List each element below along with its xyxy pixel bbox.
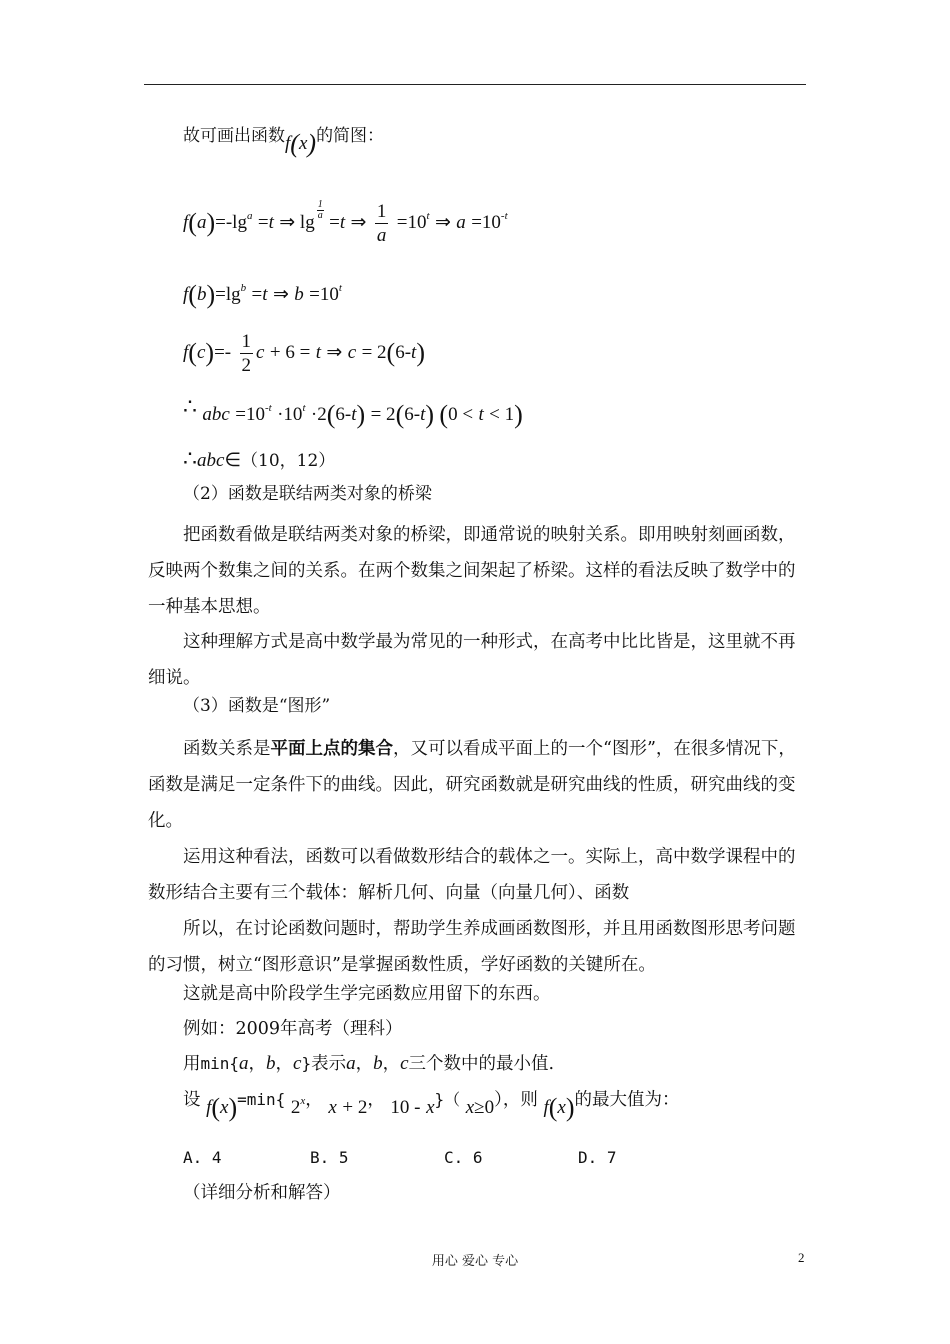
choice-d: D. 7 [578, 1148, 617, 1167]
var-t: t [351, 404, 357, 425]
exponent: -t [264, 402, 272, 414]
var-c: c [256, 342, 265, 363]
var-b: b [266, 1053, 276, 1074]
section-heading-3: （3）函数是“图形” [183, 696, 331, 716]
eq-part: ⇒ lg [279, 212, 315, 233]
f-symbol: f [183, 212, 189, 233]
eq-part: < 1 [489, 404, 515, 425]
var-a: a [346, 1053, 356, 1074]
text: 用 [183, 1054, 201, 1074]
paragraph-3 [148, 731, 808, 839]
section-heading-2: （2）函数是联结两类对象的桥梁 [183, 484, 432, 504]
f-symbol: f [543, 1097, 549, 1118]
var-abc: abc [202, 404, 230, 425]
eq-part: ⇒ [434, 212, 451, 233]
min-label: min{ [200, 1054, 240, 1073]
eq-part: ⇒ [272, 284, 289, 305]
exponent: t [302, 402, 306, 414]
var-t: t [411, 342, 417, 363]
var-c: c [293, 1053, 302, 1074]
problem-statement: 设 f(x)=min{ 2$^x$， x + 2， 10 - x}（ x≥0），则 f(x)的最大值为： [183, 1090, 680, 1122]
page-footer: 用心 爱心 专心 [431, 1254, 519, 1269]
para3-text: 函数关系是 [183, 739, 271, 759]
detail-note: （详细分析和解答） [183, 1183, 341, 1203]
eq-part: 10 - [390, 1097, 421, 1118]
var-a: a [196, 212, 207, 233]
denominator: a [317, 210, 323, 221]
var-t: t [339, 212, 346, 233]
equation-fa: $f(a)=-\lg^a =t$ ⇒ lg $\frac{1}{a} =t$ ⇒ $\frac{1}{a}$ $=10^t$ ⇒ $a =10^{-t}$ [183, 199, 508, 246]
exponent: t [338, 282, 342, 294]
eq-part: 6- [404, 404, 421, 425]
paragraph-2: 这种理解方式是高中数学最为常见的一种形式，在高考中比比皆是，这里就不再细说。 [148, 632, 796, 688]
choice-b: B. 5 [310, 1148, 349, 1167]
var-a: a [456, 212, 466, 233]
comma: ， [355, 1054, 374, 1074]
exponent-fraction [317, 200, 324, 221]
x-symbol: x [465, 1097, 475, 1118]
var-b: b [373, 1053, 383, 1074]
eq-part: ·2 [310, 404, 327, 425]
eq-part: ·10 [277, 404, 303, 425]
page-number: 2 [798, 1250, 805, 1265]
exponent: x [300, 1095, 306, 1107]
eq-part: 6- [335, 404, 352, 425]
x-symbol: x [557, 1097, 566, 1118]
numerator: 1 [241, 331, 252, 352]
comma: ， [275, 1054, 294, 1074]
eq-part: + 6 = [269, 342, 311, 363]
para3-bold: 平面上点的集合 [270, 739, 393, 759]
numerator: 1 [376, 201, 387, 222]
eq-part: ⇒ [326, 342, 343, 363]
element-of-symbol: ∈ [224, 450, 241, 471]
exponent: a [246, 210, 253, 222]
f-symbol: f [206, 1097, 212, 1118]
numerator: 1 [317, 199, 323, 210]
x-symbol: x [328, 1097, 337, 1118]
intro-line: 故可画出函数f(x)的简图： [183, 126, 385, 158]
eq-part: = [257, 212, 269, 233]
example-heading: 例如：2009年高考（理科） [183, 1019, 403, 1039]
text: 表示 [311, 1054, 347, 1074]
text: 三个数中的最小值. [408, 1054, 555, 1074]
eq-part: = 2 [361, 342, 387, 363]
x-symbol: x [298, 133, 308, 154]
choice-c: C. 6 [444, 1148, 483, 1167]
eq-part: =10 [396, 212, 427, 233]
var-t: t [268, 212, 274, 233]
intro-after: 的简图： [316, 126, 385, 146]
eq-part: =- [214, 342, 232, 363]
var-t: t [262, 284, 268, 305]
fraction [375, 202, 389, 245]
var-t: t [315, 342, 321, 363]
eq-part: 0 < [448, 404, 474, 425]
para3-text: ，又可以看成平面上的一个“图形”，在很多情况下，函数是满足一定条件下的曲线。因此，研究函数就是研究曲线的性质，研究曲线的变化。 [148, 739, 796, 831]
brace: } [301, 1054, 312, 1073]
f-symbol: f [183, 284, 189, 305]
f-symbol: f [285, 133, 291, 154]
var-b: b [294, 284, 304, 305]
min-definition [183, 1054, 554, 1074]
denominator: 2 [241, 355, 252, 376]
equation-abc-range [183, 448, 335, 470]
comma: ， [248, 1054, 267, 1074]
x-symbol: x [426, 1097, 435, 1118]
eq-part: = [329, 212, 340, 233]
eq-part: ⇒ [350, 212, 367, 233]
text: 的最大值为： [574, 1090, 680, 1110]
equation-fc: f(c)=- $\frac{1}{2}$ c + 6 = t ⇒ c = 2(6-t) [183, 331, 425, 376]
denominator: a [376, 225, 387, 246]
header-rule [144, 84, 806, 85]
f-symbol: f [183, 342, 189, 363]
var-c: c [400, 1053, 409, 1074]
comma: ， [305, 1090, 323, 1110]
var-t: t [478, 404, 484, 425]
min-label: =min{ [237, 1090, 286, 1109]
paragraph-5: 所以，在讨论函数问题时，帮助学生养成画函数图形，并且用函数图形思考问题的习惯，树立“图形意识”是掌握函数性质，学好函数的关键所在。 [148, 919, 796, 975]
equation-fb: $f(b)=\lg^b =t$ ⇒ $b =10^t$ [183, 280, 342, 309]
therefore-symbol: ∴ [183, 446, 197, 471]
eq-part: + 2 [342, 1097, 368, 1118]
eq-part: =lg [215, 284, 241, 305]
eq-part: 2 [290, 1097, 301, 1118]
var-c: c [347, 342, 357, 363]
choice-a: A. 4 [183, 1148, 222, 1167]
eq-part: =10 [471, 212, 501, 233]
range-text: （10，12） [241, 451, 336, 471]
exponent: t [426, 210, 430, 222]
eq-part: =10 [309, 284, 339, 305]
comma: ， [367, 1090, 385, 1110]
paragraph-6: 这就是高中阶段学生学完函数应用留下的东西。 [183, 984, 551, 1004]
text: 设 [183, 1090, 201, 1110]
eq-part: 6- [395, 342, 412, 363]
eq-part: =-lg [215, 212, 247, 233]
var-abc: abc [197, 450, 225, 471]
therefore-symbol: ∴ [183, 394, 197, 419]
equation-abc: ∴ abc $=10^{-t} \cdot 10^t \cdot 2(6-t) = 2(6-t) (0 < t < 1)$ [183, 394, 523, 429]
x-symbol: x [220, 1097, 229, 1118]
fraction [240, 332, 254, 375]
paragraph-4: 运用这种看法，函数可以看做数形结合的载体之一。实际上，高中数学课程中的数形结合主要有三个载体：解析几何、向量（向量几何）、函数 [148, 847, 796, 903]
paragraph-1: 把函数看做是联结两类对象的桥梁，即通常说的映射关系。即用映射刻画函数，反映两个数集之间的关系。在两个数集之间架起了桥梁。这样的看法反映了数学中的一种基本思想。 [148, 525, 796, 617]
eq-part: ≥0 [474, 1097, 495, 1118]
var-c: c [196, 342, 206, 363]
text: ），则 [494, 1090, 538, 1110]
exponent: b [240, 282, 247, 294]
comma: ， [382, 1054, 401, 1074]
var-t: t [420, 404, 426, 425]
intro-text: 故可画出函数 [183, 126, 285, 146]
eq-part: =10 [235, 404, 265, 425]
exponent: -t [500, 210, 508, 222]
eq-part: = 2 [370, 404, 396, 425]
eq-part: = [251, 284, 263, 305]
var-a: a [239, 1053, 249, 1074]
brace: }（ [434, 1090, 461, 1109]
var-b: b [196, 284, 207, 305]
